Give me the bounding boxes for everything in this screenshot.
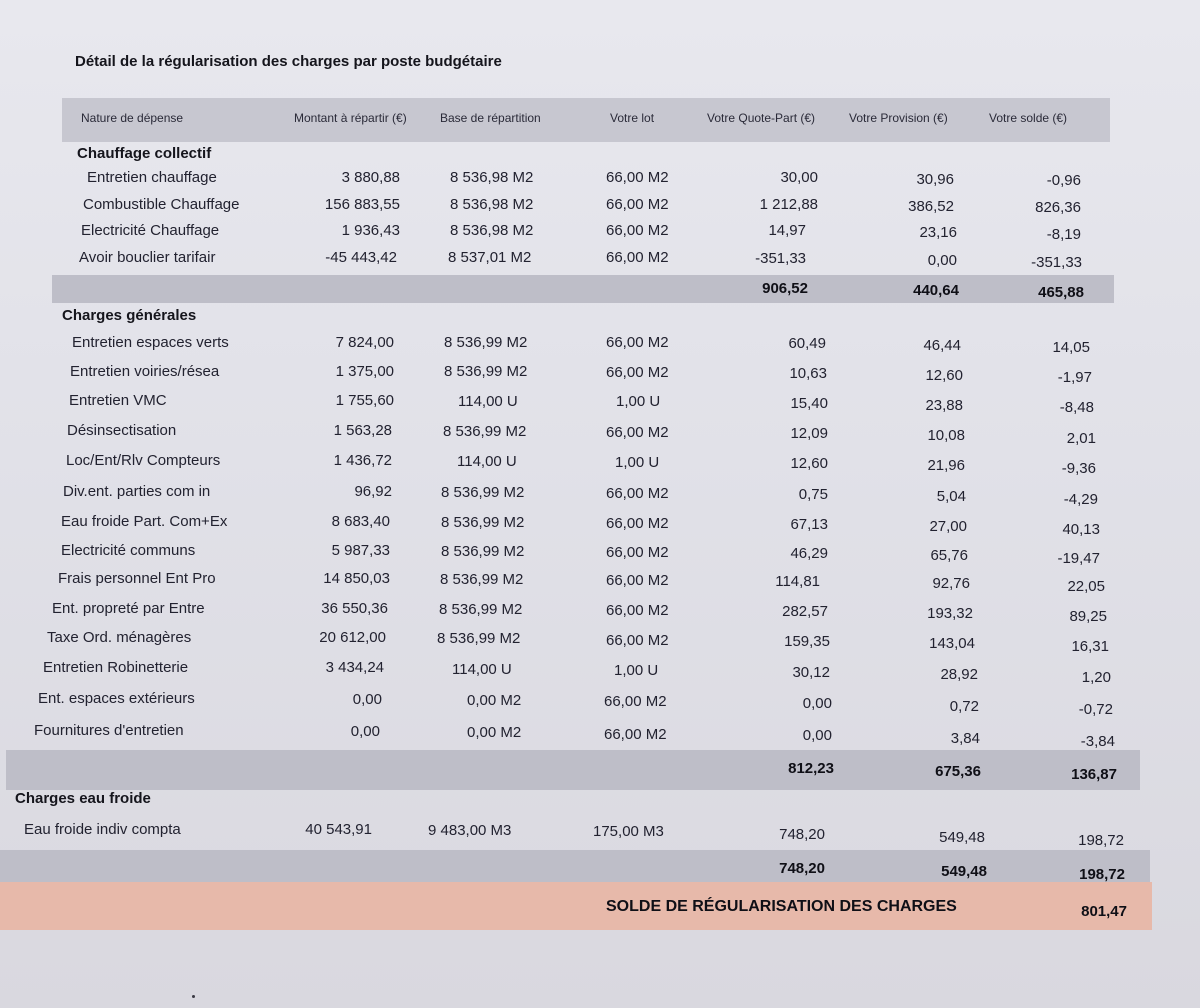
- row-label: Taxe Ord. ménagères: [47, 629, 192, 646]
- section-total-solde: 198,72: [1079, 866, 1125, 883]
- cell-provision: 0,72: [949, 698, 979, 715]
- cell-provision: 27,00: [929, 518, 967, 535]
- cell-quote-part: 282,57: [782, 603, 828, 620]
- cell-solde: 16,31: [1071, 638, 1109, 655]
- cell-lot: 1,00 U: [616, 393, 661, 410]
- section-total-quote-part: 748,20: [779, 860, 825, 877]
- cell-provision: 23,16: [919, 224, 957, 241]
- row-label: Eau froide Part. Com+Ex: [61, 513, 228, 530]
- cell-montant: -45 443,42: [325, 249, 397, 266]
- cell-montant: 1 436,72: [333, 452, 392, 469]
- document-title: Détail de la régularisation des charges par poste budgétaire: [75, 53, 502, 70]
- column-header-nature: Nature de dépense: [81, 111, 184, 125]
- cell-solde: -0,72: [1078, 701, 1113, 718]
- column-header-base: Base de répartition: [440, 111, 541, 125]
- cell-montant: 1 375,00: [335, 363, 394, 380]
- cell-base: 0,00 M2: [467, 724, 522, 741]
- cell-provision: 386,52: [908, 198, 954, 215]
- cell-base: 8 536,99 M2: [437, 630, 521, 647]
- header-band: [62, 98, 1110, 142]
- cell-quote-part: 114,81: [775, 573, 820, 590]
- cell-base: 0,00 M2: [467, 692, 522, 709]
- cell-solde: -351,33: [1031, 254, 1082, 271]
- cell-base: 114,00 U: [457, 453, 517, 470]
- row-label: Electricité Chauffage: [81, 222, 220, 239]
- cell-solde: -4,29: [1063, 491, 1098, 508]
- cell-montant: 156 883,55: [324, 196, 400, 213]
- cell-quote-part: 60,49: [788, 335, 826, 352]
- section-total-solde: 136,87: [1071, 766, 1117, 783]
- cell-montant: 1 936,43: [341, 222, 400, 239]
- cell-provision: 12,60: [925, 367, 963, 384]
- section-total-provision: 675,36: [935, 763, 981, 780]
- cell-base: 8 536,98 M2: [450, 196, 534, 213]
- cell-base: 114,00 U: [458, 393, 518, 410]
- grand-total-band: [0, 882, 1152, 930]
- cell-base: 8 536,99 M2: [441, 543, 525, 560]
- cell-provision: 92,76: [932, 575, 970, 592]
- cell-base: 8 536,98 M2: [450, 222, 534, 239]
- cell-base: 114,00 U: [452, 661, 512, 678]
- cell-lot: 1,00 U: [614, 662, 659, 679]
- cell-lot: 66,00 M2: [606, 334, 669, 351]
- column-header-solde: Votre solde (€): [989, 111, 1068, 125]
- cell-solde: 40,13: [1062, 521, 1100, 538]
- cell-quote-part: 12,60: [790, 455, 828, 472]
- cell-provision: 28,92: [940, 666, 978, 683]
- cell-lot: 66,00 M2: [604, 693, 667, 710]
- cell-provision: 23,88: [925, 397, 963, 414]
- row-label: Ent. espaces extérieurs: [38, 690, 195, 707]
- grand-total-value: 801,47: [1081, 903, 1127, 920]
- row-label: Fournitures d'entretien: [34, 722, 184, 739]
- cell-lot: 66,00 M2: [606, 515, 669, 532]
- cell-lot: 66,00 M2: [606, 602, 669, 619]
- section-total-solde: 465,88: [1038, 284, 1084, 301]
- cell-solde: 2,01: [1066, 430, 1096, 447]
- row-label: Frais personnel Ent Pro: [58, 570, 216, 587]
- cell-montant: 0,00: [350, 723, 380, 740]
- cell-base: 8 536,99 M2: [444, 363, 528, 380]
- cell-lot: 66,00 M2: [606, 222, 669, 239]
- cell-provision: 143,04: [929, 635, 975, 652]
- cell-montant: 7 824,00: [335, 334, 394, 351]
- cell-solde: 826,36: [1035, 199, 1081, 216]
- cell-provision: 65,76: [930, 547, 968, 564]
- cell-quote-part: 12,09: [790, 425, 828, 442]
- cell-base: 8 536,99 M2: [440, 571, 524, 588]
- row-label: Combustible Chauffage: [83, 196, 240, 213]
- cell-solde: -8,19: [1046, 226, 1081, 243]
- cell-provision: 0,00: [927, 252, 957, 269]
- section-title: Charges eau froide: [15, 790, 151, 807]
- cell-montant: 3 880,88: [341, 169, 400, 186]
- cell-solde: -9,36: [1061, 460, 1096, 477]
- cell-provision: 46,44: [923, 337, 961, 354]
- cell-solde: -3,84: [1080, 733, 1115, 750]
- column-header-lot: Votre lot: [610, 111, 655, 125]
- row-label: Electricité communs: [61, 542, 196, 559]
- cell-quote-part: 10,63: [789, 365, 827, 382]
- cell-quote-part: 30,12: [792, 664, 830, 681]
- cell-montant: 1 563,28: [333, 422, 392, 439]
- cell-lot: 66,00 M2: [606, 424, 669, 441]
- cell-solde: 198,72: [1078, 832, 1124, 849]
- cell-base: 8 536,99 M2: [443, 423, 527, 440]
- cell-quote-part: 30,00: [780, 169, 818, 186]
- row-label: Entretien voiries/résea: [70, 363, 220, 380]
- grand-total-label: SOLDE DE RÉGULARISATION DES CHARGES: [606, 898, 957, 915]
- cell-base: 8 537,01 M2: [448, 249, 532, 266]
- row-label: Entretien chauffage: [87, 169, 217, 186]
- cell-provision: 30,96: [916, 171, 954, 188]
- column-header-montant: Montant à répartir (€): [294, 111, 407, 125]
- row-label: Entretien VMC: [69, 392, 167, 409]
- cell-solde: -8,48: [1059, 399, 1094, 416]
- row-label: Loc/Ent/Rlv Compteurs: [66, 452, 221, 469]
- cell-solde: 14,05: [1052, 339, 1090, 356]
- cell-provision: 549,48: [939, 829, 985, 846]
- cell-quote-part: 1 212,88: [759, 196, 818, 213]
- row-label: Avoir bouclier tarifair: [79, 249, 216, 266]
- cell-provision: 3,84: [950, 730, 980, 747]
- cell-montant: 36 550,36: [321, 600, 388, 617]
- paper-speck: [192, 995, 195, 998]
- row-label: Entretien Robinetterie: [43, 659, 189, 676]
- cell-provision: 193,32: [927, 605, 973, 622]
- cell-montant: 5 987,33: [331, 542, 390, 559]
- cell-quote-part: 159,35: [784, 633, 830, 650]
- row-label: Ent. propreté par Entre: [52, 600, 205, 617]
- section-title: Charges générales: [62, 307, 197, 324]
- cell-lot: 66,00 M2: [606, 544, 669, 561]
- row-label: Entretien espaces verts: [72, 334, 229, 351]
- cell-lot: 1,00 U: [615, 454, 660, 471]
- row-label: Désinsectisation: [67, 422, 177, 439]
- cell-montant: 8 683,40: [331, 513, 390, 530]
- cell-solde: 89,25: [1069, 608, 1107, 625]
- section-total-quote-part: 906,52: [762, 280, 808, 297]
- cell-quote-part: 0,75: [798, 486, 828, 503]
- row-label: Div.ent. parties com in: [63, 483, 211, 500]
- row-label: Eau froide indiv compta: [24, 821, 181, 838]
- cell-lot: 66,00 M2: [606, 364, 669, 381]
- cell-lot: 66,00 M2: [606, 169, 669, 186]
- cell-solde: -19,47: [1057, 550, 1100, 567]
- cell-lot: 66,00 M2: [606, 249, 669, 266]
- cell-montant: 3 434,24: [325, 659, 384, 676]
- section-total-quote-part: 812,23: [788, 760, 834, 777]
- cell-montant: 96,92: [354, 483, 392, 500]
- cell-provision: 5,04: [936, 488, 966, 505]
- column-header-provision: Votre Provision (€): [849, 111, 948, 125]
- cell-base: 8 536,99 M2: [444, 334, 528, 351]
- section-total-provision: 549,48: [941, 863, 987, 880]
- cell-quote-part: 0,00: [802, 695, 832, 712]
- cell-quote-part: 0,00: [802, 727, 832, 744]
- cell-base: 8 536,99 M2: [441, 484, 525, 501]
- cell-solde: 1,20: [1081, 669, 1111, 686]
- cell-solde: -1,97: [1057, 369, 1092, 386]
- cell-provision: 21,96: [927, 457, 965, 474]
- cell-lot: 66,00 M2: [604, 726, 667, 743]
- cell-quote-part: 46,29: [790, 545, 828, 562]
- cell-lot: 66,00 M2: [606, 196, 669, 213]
- section-total-provision: 440,64: [913, 282, 959, 299]
- cell-montant: 1 755,60: [335, 392, 394, 409]
- cell-lot: 66,00 M2: [606, 572, 669, 589]
- cell-quote-part: 14,97: [768, 222, 806, 239]
- cell-solde: 22,05: [1067, 578, 1105, 595]
- cell-montant: 40 543,91: [305, 821, 372, 838]
- cell-montant: 14 850,03: [323, 570, 390, 587]
- cell-lot: 175,00 M3: [593, 823, 664, 840]
- cell-quote-part: 748,20: [779, 826, 825, 843]
- cell-montant: 0,00: [352, 691, 382, 708]
- section-title: Chauffage collectif: [77, 145, 212, 162]
- cell-lot: 66,00 M2: [606, 485, 669, 502]
- cell-provision: 10,08: [927, 427, 965, 444]
- column-header-quote-part: Votre Quote-Part (€): [707, 111, 816, 125]
- cell-quote-part: 15,40: [790, 395, 828, 412]
- cell-quote-part: 67,13: [790, 516, 828, 533]
- cell-base: 8 536,98 M2: [450, 169, 534, 186]
- cell-base: 9 483,00 M3: [428, 822, 512, 839]
- cell-base: 8 536,99 M2: [439, 601, 523, 618]
- cell-lot: 66,00 M2: [606, 632, 669, 649]
- cell-solde: -0,96: [1046, 172, 1081, 189]
- cell-base: 8 536,99 M2: [441, 514, 525, 531]
- cell-montant: 20 612,00: [319, 629, 386, 646]
- cell-quote-part: -351,33: [755, 250, 806, 267]
